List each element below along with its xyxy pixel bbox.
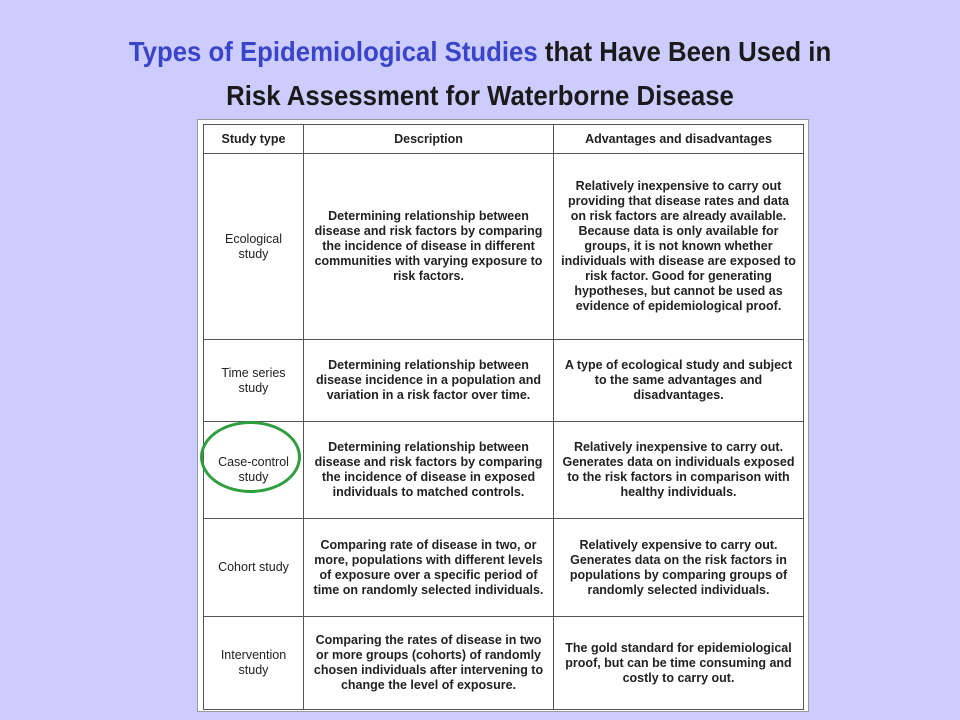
header-advantages: Advantages and disadvantages [554, 125, 804, 154]
title-rest-line1: that Have Been Used in [537, 36, 832, 67]
table-header-row [204, 125, 804, 154]
slide-title [57, 30, 903, 118]
cell-advantages: Relatively inexpensive to carry out providing that disease rates and data on risk factors are already available. Because data is only available for groups, it is not known whether individuals with disease are exposed to risk factor. Good for generating hypotheses, but cannot be used as evidence of epidemiological proof. [554, 154, 804, 340]
study-types-table [203, 124, 804, 710]
cell-advantages: The gold standard for epidemiological proof, but can be time consuming and costly to carry out. [554, 617, 804, 710]
cell-study-type: Case-control study [204, 422, 304, 519]
table-row [204, 340, 804, 422]
cell-study-type: Ecological study [204, 154, 304, 340]
table-row [204, 154, 804, 340]
title-highlight: Types of Epidemiological Studies [128, 36, 538, 67]
cell-study-type: Cohort study [204, 519, 304, 617]
cell-description: Comparing the rates of disease in two or more groups (cohorts) of randomly chosen individuals after intervening to change the level of exposure. [304, 617, 554, 710]
cell-advantages: A type of ecological study and subject to the same advantages and disadvantages. [554, 340, 804, 422]
cell-description: Determining relationship between disease and risk factors by comparing the incidence of disease in exposed individuals to matched controls. [304, 422, 554, 519]
cell-description: Determining relationship between disease and risk factors by comparing the incidence of disease in different communities with varying exposure to risk factors. [304, 154, 554, 340]
cell-advantages: Relatively expensive to carry out. Generates data on the risk factors in populations by comparing groups of randomly selected individuals. [554, 519, 804, 617]
header-description: Description [304, 125, 554, 154]
cell-description: Determining relationship between disease incidence in a population and variation in a risk factor over time. [304, 340, 554, 422]
title-line2: Risk Assessment for Waterborne Disease [226, 80, 734, 111]
table-row [204, 617, 804, 710]
table-image-frame [197, 119, 809, 712]
table-row [204, 422, 804, 519]
cell-description: Comparing rate of disease in two, or more, populations with different levels of exposure over a specific period of time on randomly selected individuals. [304, 519, 554, 617]
cell-study-type: Intervention study [204, 617, 304, 710]
cell-advantages: Relatively inexpensive to carry out. Generates data on individuals exposed to the risk factors in comparison with healthy individuals. [554, 422, 804, 519]
cell-study-type: Time series study [204, 340, 304, 422]
header-study-type: Study type [204, 125, 304, 154]
table-row [204, 519, 804, 617]
